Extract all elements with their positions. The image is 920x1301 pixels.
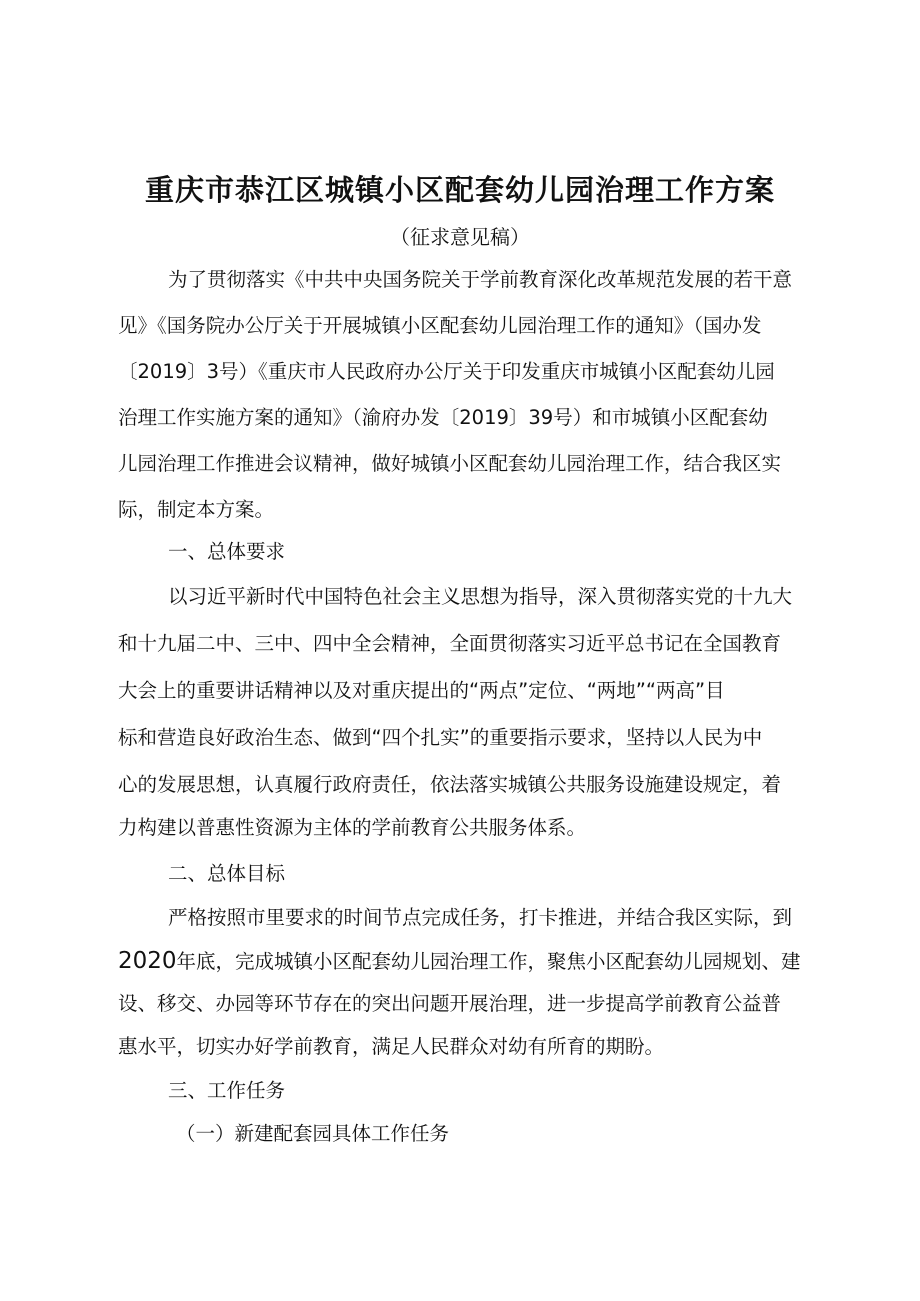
section-2-line-1: 严格按照市里要求的时间节点完成任务，打卡推进，并结合我区实际，到 <box>168 906 793 929</box>
section-1-line-4: 标和营造良好政治生态、做到“四个扎实”的重要指示要求，坚持以人民为中 <box>118 726 763 749</box>
intro-line-2: 见》《国务院办公厅关于开展城镇小区配套幼儿园治理工作的通知》（国办发 <box>118 314 762 337</box>
intro-line-6: 际，制定本方案。 <box>118 498 275 521</box>
section-3-subheading: （一）新建配套园具体工作任务 <box>176 1122 450 1145</box>
section-2-line-3: 设、移交、办园等环节存在的突出问题开展治理，进一步提高学前教育公益普 <box>118 992 782 1015</box>
section-2-line-2 <box>118 943 818 979</box>
section-1-line-3: 大会上的重要讲话精神以及对重庆提出的“两点”定位、“两地”“两高”目 <box>118 679 725 702</box>
document-subtitle: （征求意见稿） <box>390 225 530 249</box>
section-3-heading: 三、工作任务 <box>168 1079 286 1102</box>
section-1-line-6: 力构建以普惠性资源为主体的学前教育公共服务体系。 <box>118 816 587 839</box>
section-1-line-5: 心的发展思想，认真履行政府责任，依法落实城镇公共服务设施建设规定，着 <box>118 773 782 796</box>
intro-line-4: 治理工作实施方案的通知》（渝府办发〔2019〕39号）和市城镇小区配套幼 <box>118 406 768 429</box>
section-1-line-1: 以习近平新时代中国特色社会主义思想为指导，深入贯彻落实党的十九大 <box>168 585 793 608</box>
section-1-heading: 一、总体要求 <box>168 540 286 563</box>
document-title: 重庆市恭江区城镇小区配套幼儿园治理工作方案 <box>144 173 775 207</box>
intro-line-1: 为了贯彻落实《中共中央国务院关于学前教育深化改革规范发展的若干意 <box>168 268 793 291</box>
intro-line-3: 〔2019〕3号）《重庆市人民政府办公厅关于印发重庆市城镇小区配套幼儿园 <box>118 360 775 383</box>
section-2-line-4: 惠水平，切实办好学前教育，满足人民群众对幼有所育的期盼。 <box>118 1035 665 1058</box>
target-year: 2020 <box>118 948 177 974</box>
section-1-line-2: 和十九届二中、三中、四中全会精神，全面贯彻落实习近平总书记在全国教育 <box>118 632 782 655</box>
intro-line-5: 儿园治理工作推进会议精神，做好城镇小区配套幼儿园治理工作，结合我区实 <box>118 452 782 475</box>
section-2-line-2-text: 年底，完成城镇小区配套幼儿园治理工作，聚焦小区配套幼儿园规划、建 <box>176 950 801 973</box>
section-2-heading: 二、总体目标 <box>168 862 286 885</box>
